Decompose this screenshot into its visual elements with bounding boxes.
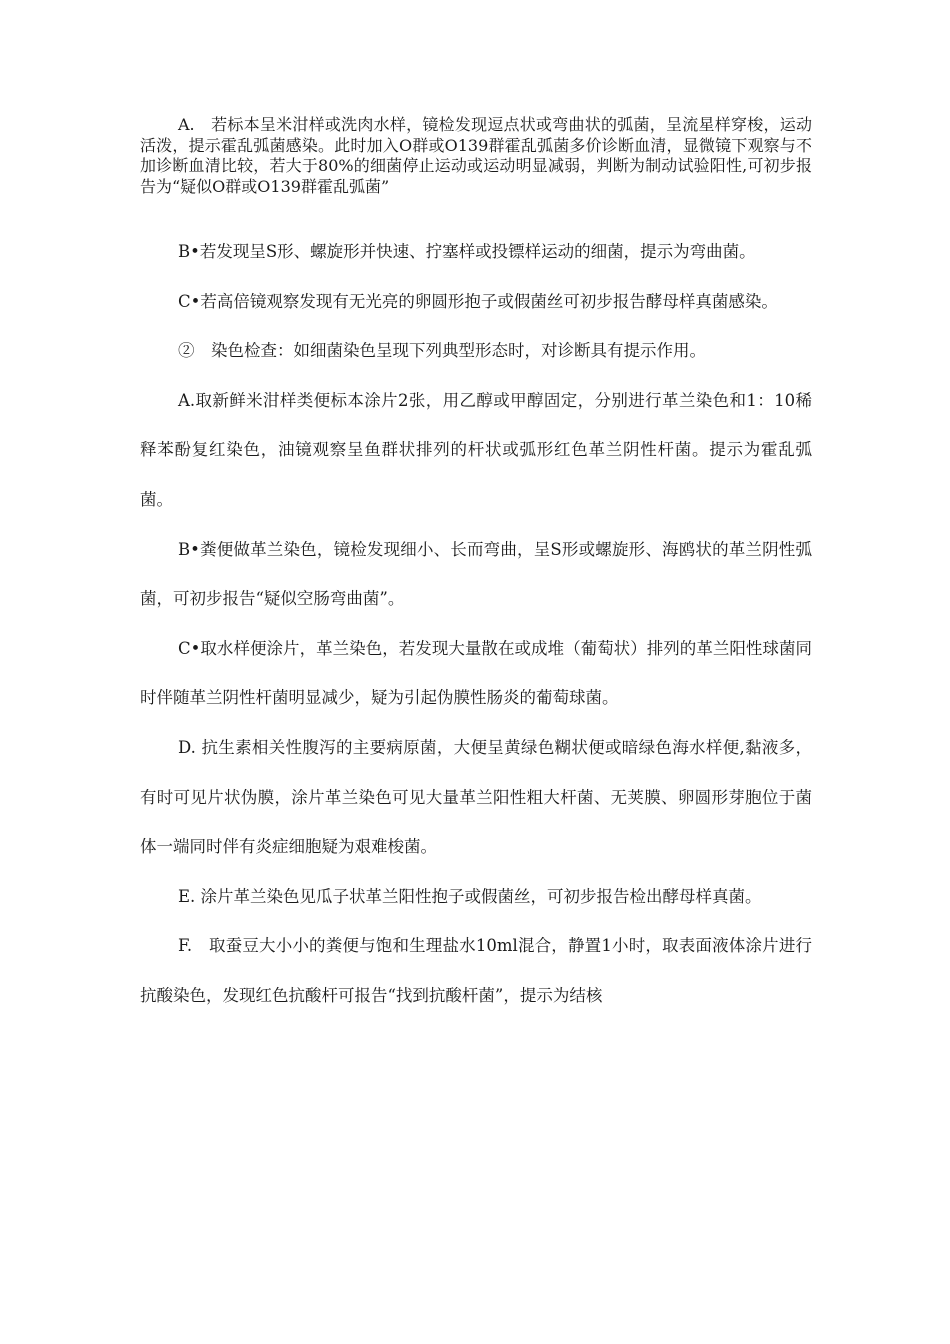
paragraph-c-staphylococcus: C•取水样便涂片，革兰染色，若发现大量散在或成堆（葡萄状）排列的革兰阳性球菌同时伴随革兰阴性杆菌明显减少，疑为引起伪膜性肠炎的葡萄球菌。 — [140, 638, 812, 708]
paragraph-f-acid-fast: F. 取蚕豆大小小的粪便与饱和生理盐水10ml混合，静置1小时，取表面液体涂片进行抗酸染色，发现红色抗酸杆可报告“找到抗酸杆菌”，提示为结核 — [140, 936, 812, 1005]
paragraph-staining-heading: ② 染色检查：如细菌染色呈现下列典型形态时，对诊断具有提示作用。 — [178, 341, 706, 361]
paragraph-b-campylobacter: B•若发现呈S形、螺旋形并快速、拧塞样或投镖样运动的细菌，提示为弯曲菌。 — [178, 242, 756, 261]
paragraph-a-cholera-microscopy: A. 若标本呈米泔样或洗肉水样，镜检发现逗点状或弯曲状的弧菌，呈流星样穿梭，运动活泼，提示霍乱弧菌感染。此时加入O群或O139群霍乱弧菌多价诊断血清，显微镜下观察与不加诊断血清比较，若大于80%的细菌停止运动或运动明显减弱，判断为制动试验阳性,可初步报告为“疑似O群或O139群霍乱弧菌” — [140, 115, 812, 196]
paragraph-b-jejuni-stain: B•粪便做革兰染色，镜检发现细小、长而弯曲，呈S形或螺旋形、海鸥状的革兰阴性弧菌，可初步报告“疑似空肠弯曲菌”。 — [140, 539, 812, 609]
paragraph-a-cholera-stain: A.取新鲜米泔样类便标本涂片2张，用乙醇或甲醇固定，分别进行革兰染色和1：10稀释苯酚复红染色，油镜观察呈鱼群状排列的杆状或弧形红色革兰阴性杆菌。提示为霍乱弧菌。 — [140, 390, 812, 509]
paragraph-d-clostridium: D. 抗生素相关性腹泻的主要病原菌，大便呈黄绿色糊状便或暗绿色海水样便,黏液多，有时可见片状伪膜，涂片革兰染色可见大量革兰阳性粗大杆菌、无荚膜、卵圆形芽胞位于菌体一端同时伴有炎症细胞疑为艰难梭菌。 — [140, 737, 812, 857]
paragraph-c-yeast: C•若高倍镜观察发现有无光亮的卵圆形抱子或假菌丝可初步报告酵母样真菌感染。 — [178, 291, 778, 311]
paragraph-e-yeast-stain: E. 涂片革兰染色见瓜子状革兰阳性抱子或假菌丝，可初步报告检出酵母样真菌。 — [178, 886, 762, 906]
